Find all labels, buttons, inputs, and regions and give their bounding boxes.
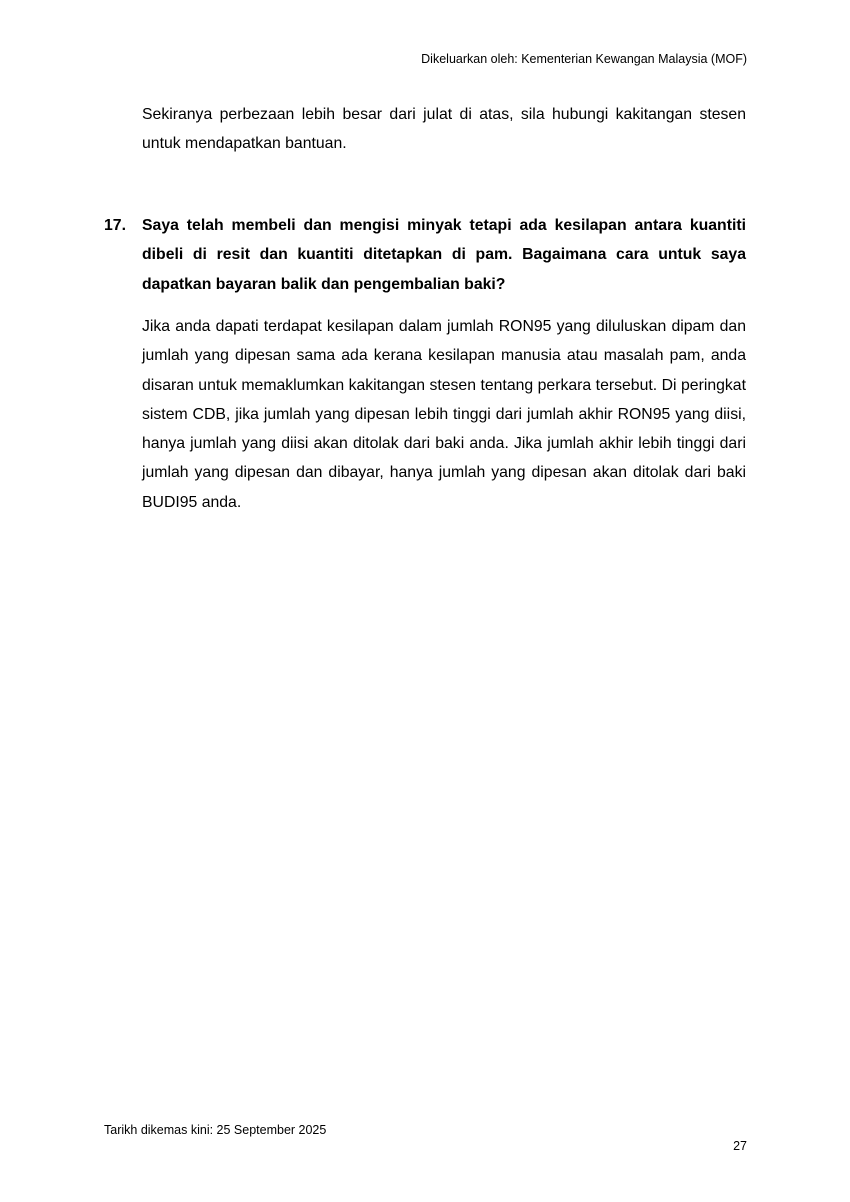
page-number: 27 bbox=[733, 1139, 747, 1153]
question-text: Saya telah membeli dan mengisi minyak tetapi ada kesilapan antara kuantiti dibeli di resit dan kuantiti ditetapkan di pam. Bagaimana cara untuk saya dapatkan bayaran balik dan pengembalian baki? bbox=[142, 217, 746, 293]
continuation-paragraph: Sekiranya perbezaan lebih besar dari julat di atas, sila hubungi kakitangan stesen untuk mendapatkan bantuan. bbox=[142, 106, 746, 153]
question-number: 17. bbox=[104, 217, 126, 234]
answer-text: Jika anda dapati terdapat kesilapan dalam jumlah RON95 yang diluluskan dipam dan jumlah yang dipesan sama ada kerana kesilapan manusia atau masalah pam, anda disaran untuk memaklumkan kakitangan stesen tentang perkara tersebut. Di peringkat sistem CDB, jika jumlah yang dipesan lebih tinggi dari jumlah akhir RON95 yang diisi, hanya jumlah yang diisi akan ditolak dari baki anda. Jika jumlah akhir lebih tinggi dari jumlah yang dipesan dan dibayar, hanya jumlah yang dipesan akan ditolak dari baki BUDI95 anda. bbox=[142, 318, 746, 511]
footer-updated-date: Tarikh dikemas kini: 25 September 2025 bbox=[104, 1123, 327, 1137]
page-header-issuer: Dikeluarkan oleh: Kementerian Kewangan Malaysia (MOF) bbox=[421, 52, 747, 66]
